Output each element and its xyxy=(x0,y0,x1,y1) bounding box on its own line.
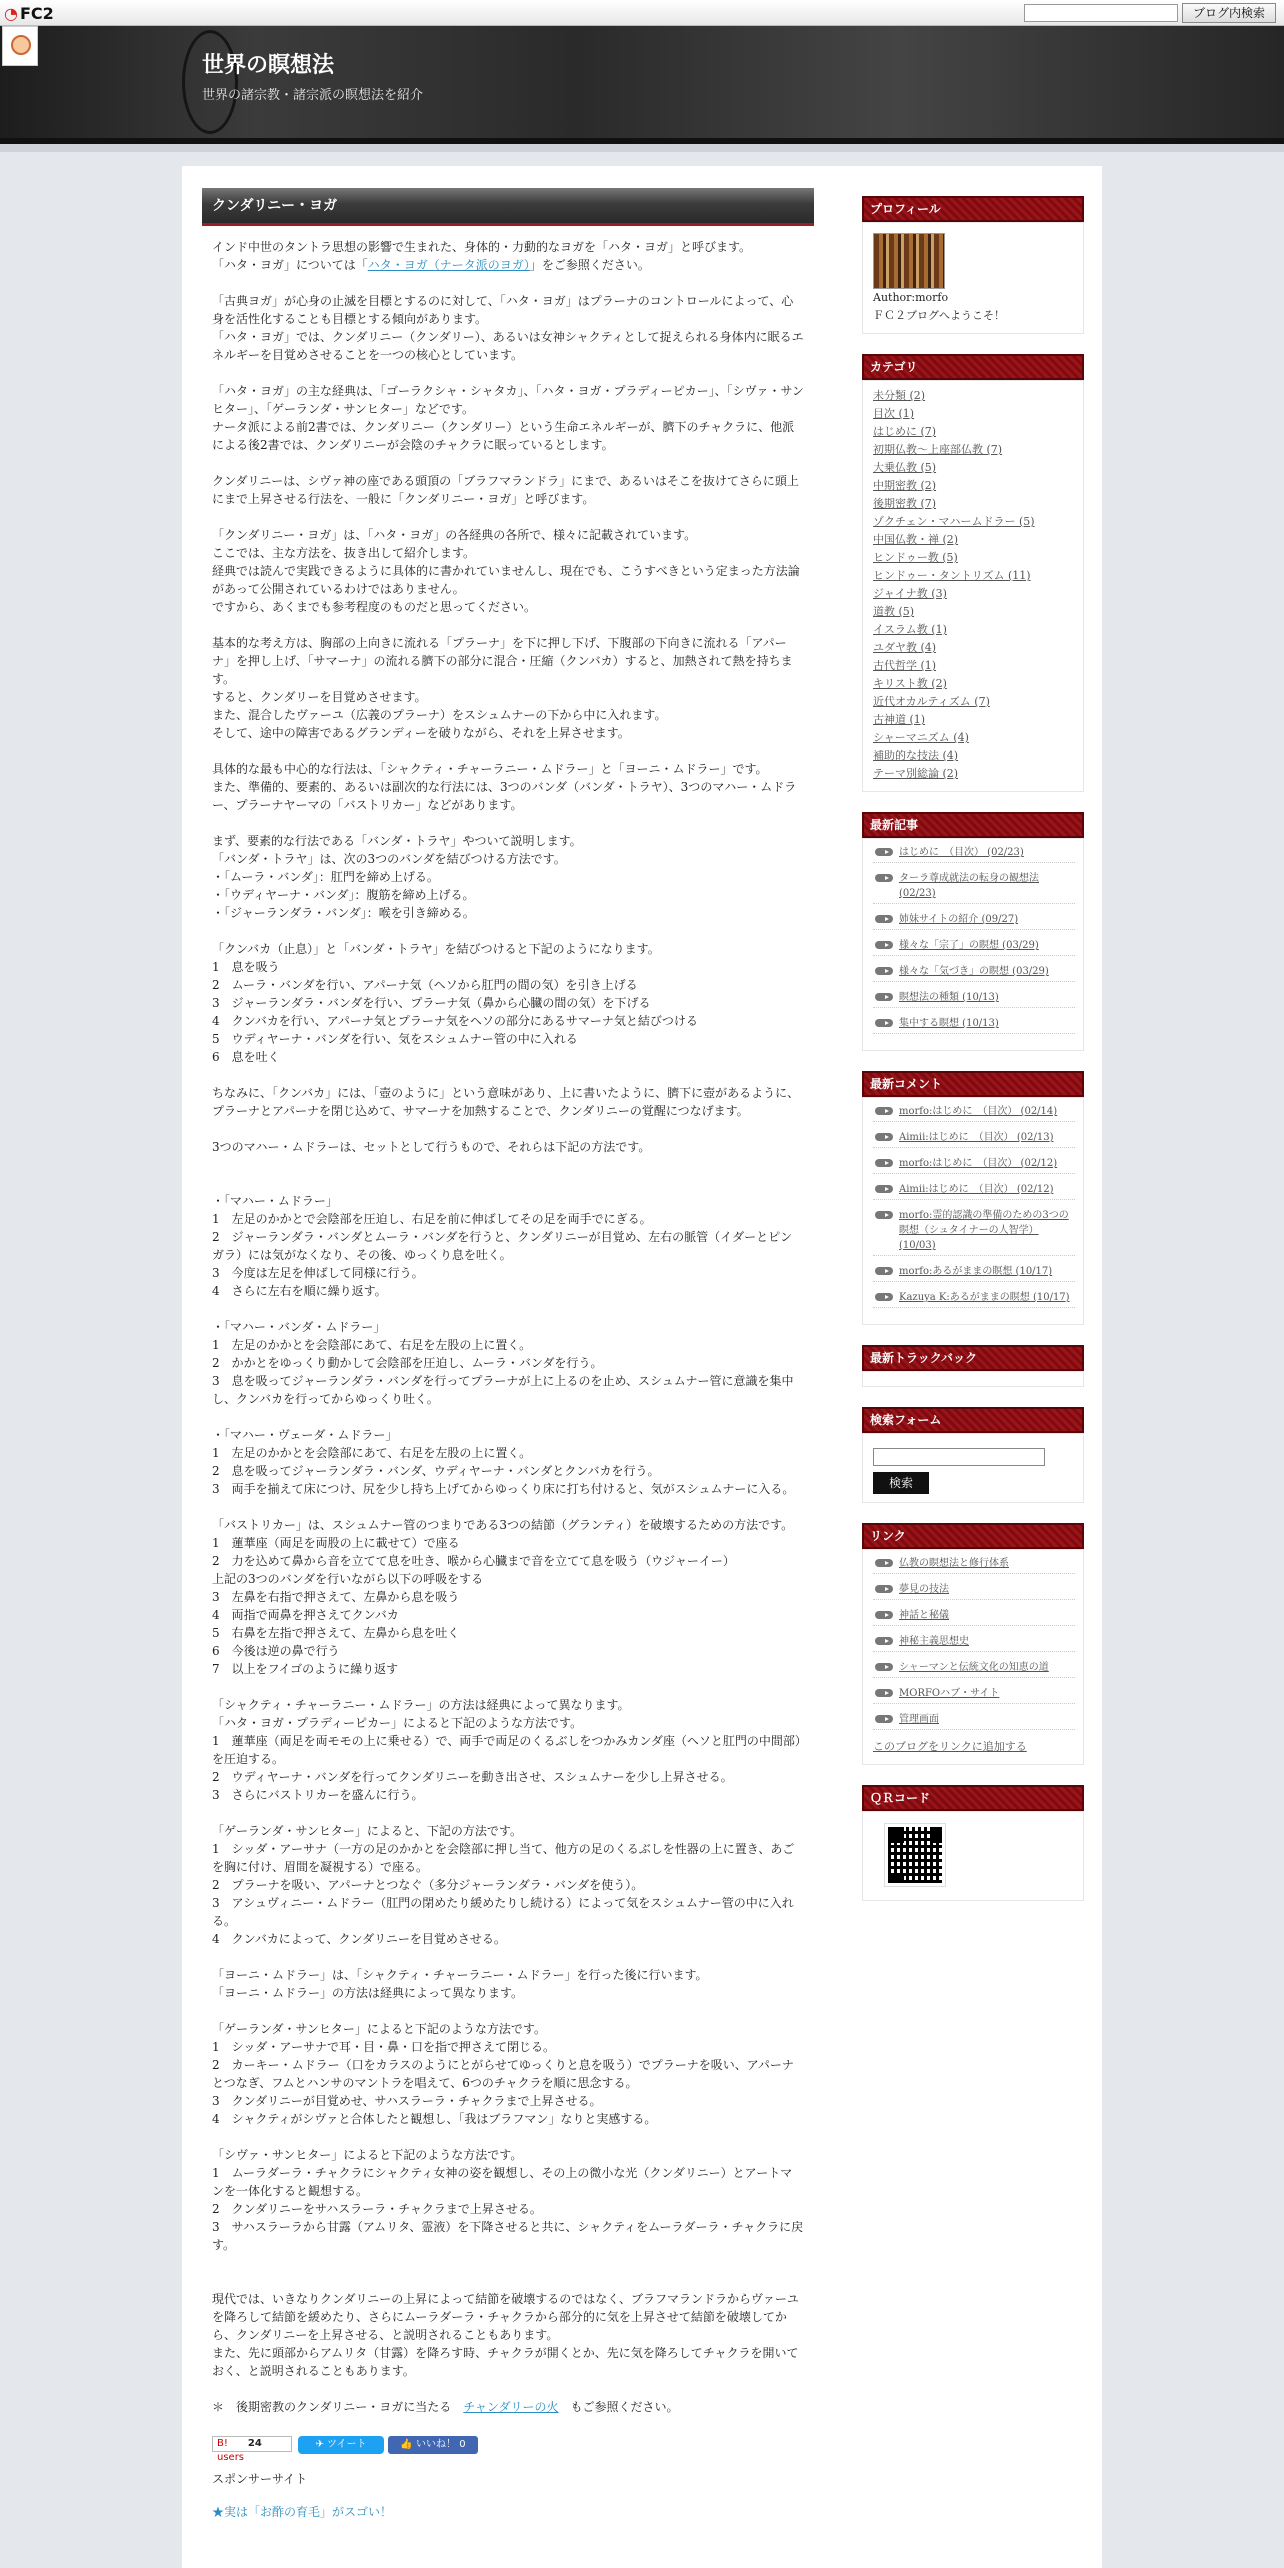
link-item[interactable] xyxy=(873,1582,1075,1600)
category-item[interactable] xyxy=(873,441,1075,459)
arrow-bullet-icon xyxy=(875,1293,893,1301)
blog-search-button[interactable]: ブログ内検索 xyxy=(1182,3,1276,23)
twitter-bird-icon: ✈ xyxy=(315,2439,324,2450)
entry-line: 3 息を吸ってジャーランダラ・バンダを行ってプラーナが上に上るのを止め、スシュムナー管に意識を集中し、クンバカを行ってからゆっくり吐く。 xyxy=(212,1374,794,1406)
entry-line: 」をご参照ください。 xyxy=(529,258,650,272)
widget-title-recent-comments: 最新コメント xyxy=(862,1071,1084,1097)
widget-links xyxy=(862,1523,1084,1765)
hatha-yoga-link[interactable]: ハタ・ヨガ（ナータ派のヨガ） xyxy=(367,258,530,272)
arrow-bullet-icon xyxy=(875,1715,893,1723)
hatena-count: 24 xyxy=(247,2438,262,2449)
entry-line: 「ハタ・ヨガ」については「 xyxy=(212,258,368,272)
blog-header xyxy=(0,26,1284,144)
category-item-link[interactable]: 古代哲学 (1) xyxy=(873,659,937,672)
entry-paragraph xyxy=(212,1174,804,1300)
arrow-bullet-icon xyxy=(875,1133,893,1141)
entry-line: 2 息を吸ってジャーランダラ・バンダ、ウディヤーナ・バンダとクンバカを行う。 xyxy=(212,1464,660,1478)
entry-line: 4 クンバカを行い、アパーナ気とプラーナ気をヘソの部分にあるサマーナ気と結びつける xyxy=(212,1014,698,1028)
entry-line: 「古典ヨガ」が心身の止滅を目標とするのに対して、「ハタ・ヨガ」はプラーナのコントロールによって、心身を活性化することも目標とする傾向があります。 xyxy=(212,294,794,326)
entry-line: 1 シッダ・アーサナで耳・目・鼻・口を指で押さえて閉じる。 xyxy=(212,2040,556,2054)
link-item-link[interactable]: 夢見の技法 xyxy=(899,1583,949,1595)
arrow-bullet-icon xyxy=(875,1107,893,1115)
qr-code-icon xyxy=(885,1824,945,1886)
arrow-bullet-icon xyxy=(875,1019,893,1027)
sponsor-link[interactable]: ★実は「お酢の育毛」がスゴい！ xyxy=(212,2505,393,2519)
entry-line: 「ハタ・ヨガ」では、クンダリニー（クンダリー）、あるいは女神シャクティとして捉えられる身体内に眠るエネルギーを目覚めさせることを一つの核心としています。 xyxy=(212,330,804,362)
footnote-link[interactable]: チャンダリーの火 xyxy=(463,2400,559,2414)
entry-line: 2 カーキー・ムドラー（口をカラスのようにとがらせてゆっくりと息を吸う）でプラーナを吸い、アパーナとつなぎ、フムとハンサのマントラを唱えて、6つのチャクラを順に思念する。 xyxy=(212,2058,794,2090)
link-item-link[interactable]: 神話と秘儀 xyxy=(899,1609,949,1621)
entry-line: 5 ウディヤーナ・バンダを行い、気をスシュムナー管の中に入れる xyxy=(212,1032,578,1046)
recent-comment-item[interactable] xyxy=(873,1264,1075,1282)
entry-line: 7 以上をフイゴのように繰り返す xyxy=(212,1662,399,1676)
recent-comment-item-link[interactable]: morfo:はじめに （目次） (02/12) xyxy=(899,1158,1058,1169)
link-item-link[interactable]: 仏教の瞑想法と修行体系 xyxy=(899,1557,1009,1569)
profile-author: Author:morfo xyxy=(873,291,949,304)
recent-post-item[interactable] xyxy=(873,938,1075,956)
entry-line: 1 息を吸う xyxy=(212,960,280,974)
entry-line: ・「マハー・バンダ・ムドラー」 xyxy=(212,1320,386,1334)
entry-paragraph xyxy=(212,634,804,742)
entry-line: 6 今後は逆の鼻で行う xyxy=(212,1644,340,1658)
entry-paragraph xyxy=(212,1822,804,1948)
header-swirl-decoration xyxy=(182,30,238,134)
footnote-suffix: もご参照ください。 xyxy=(558,2400,679,2414)
category-item[interactable] xyxy=(873,711,1075,729)
entry-line: また、準備的、要素的、あるいは副次的な行法には、3つのバンダ（バンダ・トラヤ）、3つのマハー・ムドラー、プラーナヤーマの「バストリカー」などがあります。 xyxy=(212,780,797,812)
entry-line: 1 蓮華座（両足を両股の上に載せて）で座る xyxy=(212,1536,460,1550)
blog-search-input[interactable] xyxy=(1024,4,1178,22)
entry-line: すると、クンダリーを目覚めさせます。 xyxy=(212,690,427,704)
recent-comment-item-link[interactable]: Kazuya K:あるがままの瞑想 (10/17) xyxy=(899,1292,1070,1303)
entry-line: 「クンダリニー・ヨガ」は、「ハタ・ヨガ」の各経典の各所で、様々に記載されています。 xyxy=(212,528,697,542)
entry-line: 3 クンダリニーが目覚めせ、サハスラーラ・チャクラまで上昇させる。 xyxy=(212,2094,602,2108)
widget-title-qr: ＱＲコード xyxy=(862,1785,1084,1811)
entry-line: ナータ派による前2書では、クンダリニー（クンダリー）という生命エネルギーが、臍下のチャクラに、他派による後2書では、クンダリニーが会陰のチャクラに眠っているとします。 xyxy=(212,420,795,452)
entry-line: 2 ジャーランダラ・バンダとムーラ・バンダを行うと、クンダリニーが目覚め、左右の脈管（イダーとピンガラ）には気がなくなり、その後、ゆっくり息を吐く。 xyxy=(212,1230,793,1262)
link-item[interactable] xyxy=(873,1660,1075,1678)
facebook-like-button[interactable] xyxy=(388,2436,478,2454)
recent-post-item[interactable] xyxy=(873,912,1075,930)
entry-line: 2 ムーラ・バンダを行い、アパーナ気（ヘソから肛門の間の気）を引き上げる xyxy=(212,978,638,992)
widget-title-recent-posts: 最新記事 xyxy=(862,812,1084,838)
footnote-prefix: ＊ 後期密教のクンダリニー・ヨガに当たる xyxy=(212,2400,464,2414)
widget-title-trackback: 最新トラックバック xyxy=(862,1345,1084,1371)
page-container xyxy=(182,166,1102,2568)
recent-posts-list xyxy=(873,845,1075,1034)
entry-paragraph xyxy=(212,1138,804,1156)
category-item-link[interactable]: テーマ別総論 (2) xyxy=(873,767,959,780)
recent-comment-item[interactable] xyxy=(873,1156,1075,1174)
sponsor-heading: スポンサーサイト xyxy=(212,2472,308,2486)
arrow-bullet-icon xyxy=(875,1267,893,1275)
category-item-link[interactable]: イスラム教 (1) xyxy=(873,623,947,636)
entry-line: 3 さらにバストリカーを盛んに行う。 xyxy=(212,1788,424,1802)
thumbs-up-icon: 👍 xyxy=(400,2439,413,2450)
entry-body xyxy=(202,226,814,2520)
recent-comment-item-link[interactable]: morfo:あるがままの瞑想 (10/17) xyxy=(899,1266,1053,1277)
link-item[interactable] xyxy=(873,1634,1075,1652)
category-item[interactable] xyxy=(873,513,1075,531)
category-item[interactable] xyxy=(873,585,1075,603)
entry-line: 「ハタ・ヨガ」の主な経典は、「ゴーラクシャ・シャタカ」、「ハタ・ヨガ・プラディーピカー」、「シヴァ・サンヒター」、「ゲーランダ・サンヒター」などです。 xyxy=(212,384,804,416)
entry-line: 1 蓮華座（両足を両モモの上に乗せる）で、両手で両足のくるぶしをつかみカンダ座（ヘソと肛門の中間部）を圧迫する。 xyxy=(212,1734,801,1766)
entry-paragraph xyxy=(212,382,804,454)
recent-comment-item[interactable] xyxy=(873,1130,1075,1148)
entry-line: ・「マハー・ムドラー」 xyxy=(212,1194,338,1208)
hatena-bookmark-icon: B! xyxy=(217,2438,228,2449)
arrow-bullet-icon xyxy=(875,874,893,882)
entry-paragraph xyxy=(212,238,804,274)
recent-comments-list xyxy=(873,1104,1075,1308)
entry-line: 3 両手を揃えて床につけ、尻を少し持ち上げてからゆっくり床に打ち付けると、気がスシュムナーに入る。 xyxy=(212,1482,795,1496)
recent-post-item-link[interactable]: 様々な「気づき」の瞑想 (03/29) xyxy=(899,966,1049,977)
sidebar-search-button[interactable]: 検索 xyxy=(873,1472,929,1494)
arrow-bullet-icon xyxy=(875,1559,893,1567)
entry-paragraph xyxy=(212,1516,804,1678)
blog-description: 世界の諸宗教・諸宗派の瞑想法を紹介 xyxy=(202,88,424,103)
add-link-button[interactable]: このブログをリンクに追加する xyxy=(873,1739,1027,1753)
entry-paragraph xyxy=(212,1966,804,2002)
recent-comment-item[interactable] xyxy=(873,1208,1075,1256)
entry-paragraph xyxy=(212,760,804,814)
arrow-bullet-icon xyxy=(875,1585,893,1593)
entry-line: 1 左足のかかとを会陰部にあて、右足を左股の上に置く。 xyxy=(212,1338,532,1352)
entry-footnote xyxy=(212,2398,804,2416)
widget-categories xyxy=(862,354,1084,792)
link-item-link[interactable]: 管理画面 xyxy=(899,1713,939,1725)
entry-line: ここでは、主な方法を、抜き出して紹介します。 xyxy=(212,546,476,560)
sidebar xyxy=(862,196,1084,1921)
widget-search xyxy=(862,1407,1084,1503)
recent-post-item-link[interactable]: はじめに （目次） (02/23) xyxy=(899,847,1024,858)
entry-line: ・「ムーラ・バンダ」：肛門を締め上げる。 xyxy=(212,870,439,884)
widget-title-links: リンク xyxy=(862,1523,1084,1549)
arrow-bullet-icon xyxy=(875,848,893,856)
category-item-link[interactable]: 道教 (5) xyxy=(873,605,915,618)
link-item-link[interactable]: シャーマンと伝統文化の知恵の道 xyxy=(899,1661,1049,1673)
entry-line: 「シヴァ・サンヒター」によると下記のような方法です。 xyxy=(212,2148,523,2162)
arrow-bullet-icon xyxy=(875,993,893,1001)
hatena-unit: users xyxy=(217,2452,245,2463)
category-item[interactable] xyxy=(873,477,1075,495)
entry-line: ・「マハー・ヴェーダ・ムドラー」 xyxy=(212,1428,398,1442)
entry-paragraph xyxy=(212,1696,804,1804)
recent-post-item[interactable] xyxy=(873,871,1075,904)
entry-title[interactable]: クンダリニー・ヨガ xyxy=(202,188,814,226)
category-item-link[interactable]: 補助的な技法 (4) xyxy=(873,749,959,762)
recent-post-item-link[interactable]: ターラ尊成就法の転身の観想法 (02/23) xyxy=(899,873,1039,899)
widget-title-profile: プロフィール xyxy=(862,196,1084,222)
like-label: いいね！ 0 xyxy=(416,2439,466,2450)
entry-line: 1 左足のかかとで会陰部を圧迫し、右足を前に伸ばしてその足を両手でにぎる。 xyxy=(212,1212,652,1226)
entry-line: 1 ムーラダーラ・チャクラにシャクティ女神の姿を観想し、その上の微小な光（クンダリニー）とアートマンを一体化すると観想する。 xyxy=(212,2166,793,2198)
widget-trackback xyxy=(862,1345,1084,1387)
entry-line: 3つのマハー・ムドラーは、セットとして行うもので、それらは下記の方法です。 xyxy=(212,1140,651,1154)
category-item[interactable] xyxy=(873,495,1075,513)
fc2-logo-mark-icon: ◔ xyxy=(4,4,18,23)
entry-line: 「バストリカー」は、スシュムナー管のつまりである3つの結節（グランティ）を破壊するための方法です。 xyxy=(212,1518,794,1532)
fc2-toolbar xyxy=(0,0,1284,26)
category-item[interactable] xyxy=(873,567,1075,585)
entry-line: 現代では、いきなりクンダリニーの上昇によって結節を破壊するのではなく、ブラフマランドラからヴァーユを降ろして結節を緩めたり、さらにムーラダーラ・チャクラから部分的に気を上昇させて結節を破壊してから、クンダリニーを上昇させる、と説明されることもあります。 xyxy=(212,2292,799,2342)
entry-line: 2 プラーナを吸い、アパーナとつなぐ（多分ジャーランダラ・バンダを使う）。 xyxy=(212,1878,644,1892)
arrow-bullet-icon xyxy=(875,915,893,923)
link-item[interactable] xyxy=(873,1712,1075,1730)
entry-line: 2 力を込めて鼻から音を立てて息を吐き、喉から心臓まで音を立てて息を吸う（ウジャーイー） xyxy=(212,1554,735,1568)
entry-paragraph xyxy=(212,292,804,364)
entry-line: 6 息を吐く xyxy=(212,1050,280,1064)
arrow-bullet-icon xyxy=(875,1689,893,1697)
category-item[interactable] xyxy=(873,603,1075,621)
category-item[interactable] xyxy=(873,675,1075,693)
entry-line: ・「ウディヤーナ・バンダ」：腹筋を締め上げる。 xyxy=(212,888,475,902)
fc2-logo-text: FC2 xyxy=(19,4,54,23)
widget-recent-comments xyxy=(862,1071,1084,1325)
tweet-button[interactable] xyxy=(298,2436,384,2454)
entry-line: ・「ジャーランダラ・バンダ」：喉を引き締める。 xyxy=(212,906,475,920)
links-list xyxy=(873,1556,1075,1730)
arrow-bullet-icon xyxy=(875,1663,893,1671)
category-item[interactable] xyxy=(873,693,1075,711)
arrow-bullet-icon xyxy=(875,1611,893,1619)
recent-post-item-link[interactable]: 瞑想法の種類 (10/13) xyxy=(899,992,999,1003)
arrow-bullet-icon xyxy=(875,1159,893,1167)
category-item-link[interactable]: 未分類 (2) xyxy=(873,389,926,402)
entry-line: 「ハタ・ヨガ・プラディーピカー」によると下記のような方法です。 xyxy=(212,1716,583,1730)
recent-post-item[interactable] xyxy=(873,1016,1075,1034)
fc2-logo[interactable] xyxy=(4,4,54,23)
category-item-link[interactable]: ヒンドゥー教 (5) xyxy=(873,551,958,564)
recent-post-item-link[interactable]: 集中する瞑想 (10/13) xyxy=(899,1018,999,1029)
arrow-bullet-icon xyxy=(875,1185,893,1193)
entry-line: 4 両指で両鼻を押さえてクンバカ xyxy=(212,1608,399,1622)
recent-comment-item[interactable] xyxy=(873,1104,1075,1122)
entry-line: 経典では読んで実践できるように具体的に書かれていませんし、現在でも、こうすべきという定まった方法論があって公開されているわけではありません。 xyxy=(212,564,800,596)
link-item[interactable] xyxy=(873,1556,1075,1574)
entry-line: 3 左鼻を右指で押さえて、左鼻から息を吸う xyxy=(212,1590,460,1604)
category-item-link[interactable]: ゾクチェン・マハームドラー (5) xyxy=(873,515,1035,528)
entry-paragraph xyxy=(212,1426,804,1498)
entry-paragraph xyxy=(212,940,804,1066)
entry-line: 「ヨーニ・ムドラー」は、「シャクティ・チャーラニー・ムドラー」を行った後に行います。 xyxy=(212,1968,708,1982)
recent-comment-item-link[interactable]: Aimii:はじめに （目次） (02/12) xyxy=(899,1184,1054,1195)
category-item[interactable] xyxy=(873,459,1075,477)
entry-line: 1 左足のかかとを会陰部にあて、右足を左股の上に置く。 xyxy=(212,1446,532,1460)
category-item-link[interactable]: シャーマニズム (4) xyxy=(873,731,969,744)
entry-line: また、混合したヴァーユ（広義のプラーナ）をスシュムナーの下から中に入れます。 xyxy=(212,708,667,722)
category-item-link[interactable]: 中期密教 (2) xyxy=(873,479,937,492)
entry-line: 3 ジャーランダラ・バンダを行い、プラーナ気（鼻から心臓の間の気）を下げる xyxy=(212,996,651,1010)
entry-line: 「ゲーランダ・サンヒター」によると、下記の方法です。 xyxy=(212,1824,522,1838)
entry-line: 「クンバカ（止息）」と「バンダ・トラヤ」を結びつけると下記のようになります。 xyxy=(212,942,660,956)
profile-welcome: ＦＣ２ブログへようこそ！ xyxy=(873,309,1005,322)
category-item-link[interactable]: ジャイナ教 (3) xyxy=(873,587,947,600)
entry-line: 「ヨーニ・ムドラー」の方法は経典によって異なります。 xyxy=(212,1986,524,2000)
widget-title-search: 検索フォーム xyxy=(862,1407,1084,1433)
blog-title[interactable]: 世界の瞑想法 xyxy=(202,52,335,78)
category-item-link[interactable]: 初期仏教～上座部仏教 (7) xyxy=(873,443,1003,456)
category-item-link[interactable]: キリスト教 (2) xyxy=(873,677,947,690)
category-item-link[interactable]: 後期密教 (7) xyxy=(873,497,937,510)
category-item-link[interactable]: ヒンドゥー・タントリズム (11) xyxy=(873,569,1031,582)
entry-line: そして、途中の障害であるグランディーを破りながら、それを上昇させます。 xyxy=(212,726,630,740)
entry-line: 4 さらに左右を順に繰り返す。 xyxy=(212,1284,387,1298)
recent-comment-item[interactable] xyxy=(873,1182,1075,1200)
entry-line: 4 シャクティがシヴァと合体したと観想し、「我はブラフマン」なりと実感する。 xyxy=(212,2112,657,2126)
category-item[interactable] xyxy=(873,765,1075,783)
recent-post-item-link[interactable]: 姉妹サイトの紹介 (09/27) xyxy=(899,914,1019,925)
hatena-bookmark-button[interactable] xyxy=(212,2436,292,2463)
entry-line: 2 クンダリニーをサハスラーラ・チャクラまで上昇させる。 xyxy=(212,2202,542,2216)
recent-post-item-link[interactable]: 様々な「宗了」の瞑想 (03/29) xyxy=(899,940,1039,951)
recent-comment-item-link[interactable]: morfo:霊的認識の準備のための3つの瞑想（シュタイナーの人智学） (10/03) xyxy=(899,1210,1069,1251)
entry-line: 5 右鼻を左指で押さえて、左鼻から息を吐く xyxy=(212,1626,460,1640)
recent-comment-item-link[interactable]: morfo:はじめに （目次） (02/14) xyxy=(899,1106,1058,1117)
category-item[interactable] xyxy=(873,531,1075,549)
category-item[interactable] xyxy=(873,387,1075,405)
tweet-label: ツイート xyxy=(327,2439,367,2450)
category-item-link[interactable]: 大乗仏教 (5) xyxy=(873,461,937,474)
entry-paragraph xyxy=(212,2020,804,2128)
entry-line: 「シャクティ・チャーラニー・ムドラー」の方法は経典によって異なります。 xyxy=(212,1698,630,1712)
recent-post-item[interactable] xyxy=(873,845,1075,863)
entry-line: ですから、あくまでも参考程度のものだと思ってください。 xyxy=(212,600,537,614)
recent-post-item[interactable] xyxy=(873,990,1075,1008)
entry-line: 上記の3つのバンダを行いながら以下の呼吸をする xyxy=(212,1572,484,1586)
category-item[interactable] xyxy=(873,405,1075,423)
recent-comment-item[interactable] xyxy=(873,1290,1075,1308)
entry-line: クンダリニーは、シヴァ神の座である頭頂の「ブラフマランドラ」にまで、あるいはそこを抜けてさらに頭上にまで上昇させる行法を、一般に「クンダリニー・ヨガ」と呼びます。 xyxy=(212,474,799,506)
category-item[interactable] xyxy=(873,747,1075,765)
link-item[interactable] xyxy=(873,1608,1075,1626)
entry-line: インド中世のタントラ思想の影響で生まれた、身体的・力動的なヨガを「ハタ・ヨガ」と呼びます。 xyxy=(212,240,752,254)
entry-paragraph xyxy=(212,832,804,922)
category-list xyxy=(873,387,1075,783)
entry-line: 基本的な考え方は、胸部の上向きに流れる「プラーナ」を下に押し下げ、下腹部の下向きに流れる「アパーナ」を押し上げ、「サマーナ」の流れる臍下の部分に混合・圧縮（クンバカ）すると、加熱されて熱を持ちます。 xyxy=(212,636,793,686)
entry-line: 1 シッダ・アーサナ（一方の足のかかとを会陰部に押し当て、他方の足のくるぶしを性器の上に置き、あごを胸に付け、眉間を凝視する）で座る。 xyxy=(212,1842,795,1874)
entry-line: 4 クンバカによって、クンダリニーを目覚めさせる。 xyxy=(212,1932,506,1946)
entry-line: 3 今度は左足を伸ばして同様に行う。 xyxy=(212,1266,424,1280)
entry-paragraph xyxy=(212,472,804,508)
widget-title-categories: カテゴリ xyxy=(862,354,1084,380)
category-item-link[interactable]: 中国仏教・禅 (2) xyxy=(873,533,959,546)
main-content xyxy=(202,188,814,2520)
category-item-link[interactable]: 古神道 (1) xyxy=(873,713,926,726)
profile-image xyxy=(873,233,945,289)
entry-line: 具体的な最も中心的な行法は、「シャクティ・チャーラニー・ムドラー」と「ヨーニ・ムドラー」です。 xyxy=(212,762,768,776)
fc2-mascot-icon[interactable] xyxy=(2,26,38,66)
category-item[interactable] xyxy=(873,657,1075,675)
widget-qr xyxy=(862,1785,1084,1901)
share-buttons xyxy=(212,2434,804,2463)
category-item[interactable] xyxy=(873,423,1075,441)
link-item[interactable] xyxy=(873,1686,1075,1704)
category-item-link[interactable]: ユダヤ教 (4) xyxy=(873,641,937,654)
sidebar-search-input[interactable] xyxy=(873,1448,1045,1466)
arrow-bullet-icon xyxy=(875,1211,893,1219)
entry-line: また、先に頭部からアムリタ（甘露）を降ろす時、チャクラが開くとか、先に気を降ろしてチャクラを開いておく、と説明されることもあります。 xyxy=(212,2346,799,2378)
entry-line: 「ゲーランダ・サンヒター」によると下記のような方法です。 xyxy=(212,2022,546,2036)
link-item-link[interactable]: MORFOハブ・サイト xyxy=(899,1687,1000,1699)
arrow-bullet-icon xyxy=(875,941,893,949)
entry-line: 2 かかとをゆっくり動かして会陰部を圧迫し、ムーラ・バンダを行う。 xyxy=(212,1356,603,1370)
widget-recent-posts xyxy=(862,812,1084,1051)
entry-paragraph xyxy=(212,2272,804,2380)
entry-line: 「バンダ・トラヤ」は、次の3つのバンダを結びつける方法です。 xyxy=(212,852,566,866)
entry-paragraph xyxy=(212,1318,804,1408)
arrow-bullet-icon xyxy=(875,1637,893,1645)
link-item-link[interactable]: 神秘主義思想史 xyxy=(899,1635,969,1647)
entry-paragraph xyxy=(212,2146,804,2254)
recent-post-item[interactable] xyxy=(873,964,1075,982)
widget-profile xyxy=(862,196,1084,334)
category-item[interactable] xyxy=(873,639,1075,657)
recent-comment-item-link[interactable]: Aimii:はじめに （目次） (02/13) xyxy=(899,1132,1054,1143)
entry-line: 2 ウディヤーナ・バンダを行ってクンダリニーを動き出させ、スシュムナーを少し上昇させる。 xyxy=(212,1770,733,1784)
entry-line: まず、要素的な行法である「バンダ・トラヤ」やついて説明します。 xyxy=(212,834,582,848)
category-item-link[interactable]: 近代オカルティズム (7) xyxy=(873,695,990,708)
category-item[interactable] xyxy=(873,621,1075,639)
category-item[interactable] xyxy=(873,729,1075,747)
category-item-link[interactable]: はじめに (7) xyxy=(873,425,937,438)
entry-paragraph xyxy=(212,1084,804,1120)
entry-line: 3 アシュヴィニー・ムドラー（肛門の閉めたり緩めたりし続ける）によって気をスシュムナー管の中に入れる。 xyxy=(212,1896,794,1928)
entry-line: 3 サハスラーラから甘露（アムリタ、霊液）を下降させると共に、シャクティをムーラダーラ・チャクラに戻す。 xyxy=(212,2220,804,2252)
category-item[interactable] xyxy=(873,549,1075,567)
category-item-link[interactable]: 目次 (1) xyxy=(873,407,915,420)
arrow-bullet-icon xyxy=(875,967,893,975)
entry-line: ちなみに、「クンバカ」には、「壺のように」という意味があり、上に書いたように、臍下に壺があるように、プラーナとアパーナを閉じ込めて、サマーナを加熱することで、クンダリニーの覚醒につなげます。 xyxy=(212,1086,800,1118)
entry-paragraph xyxy=(212,526,804,616)
